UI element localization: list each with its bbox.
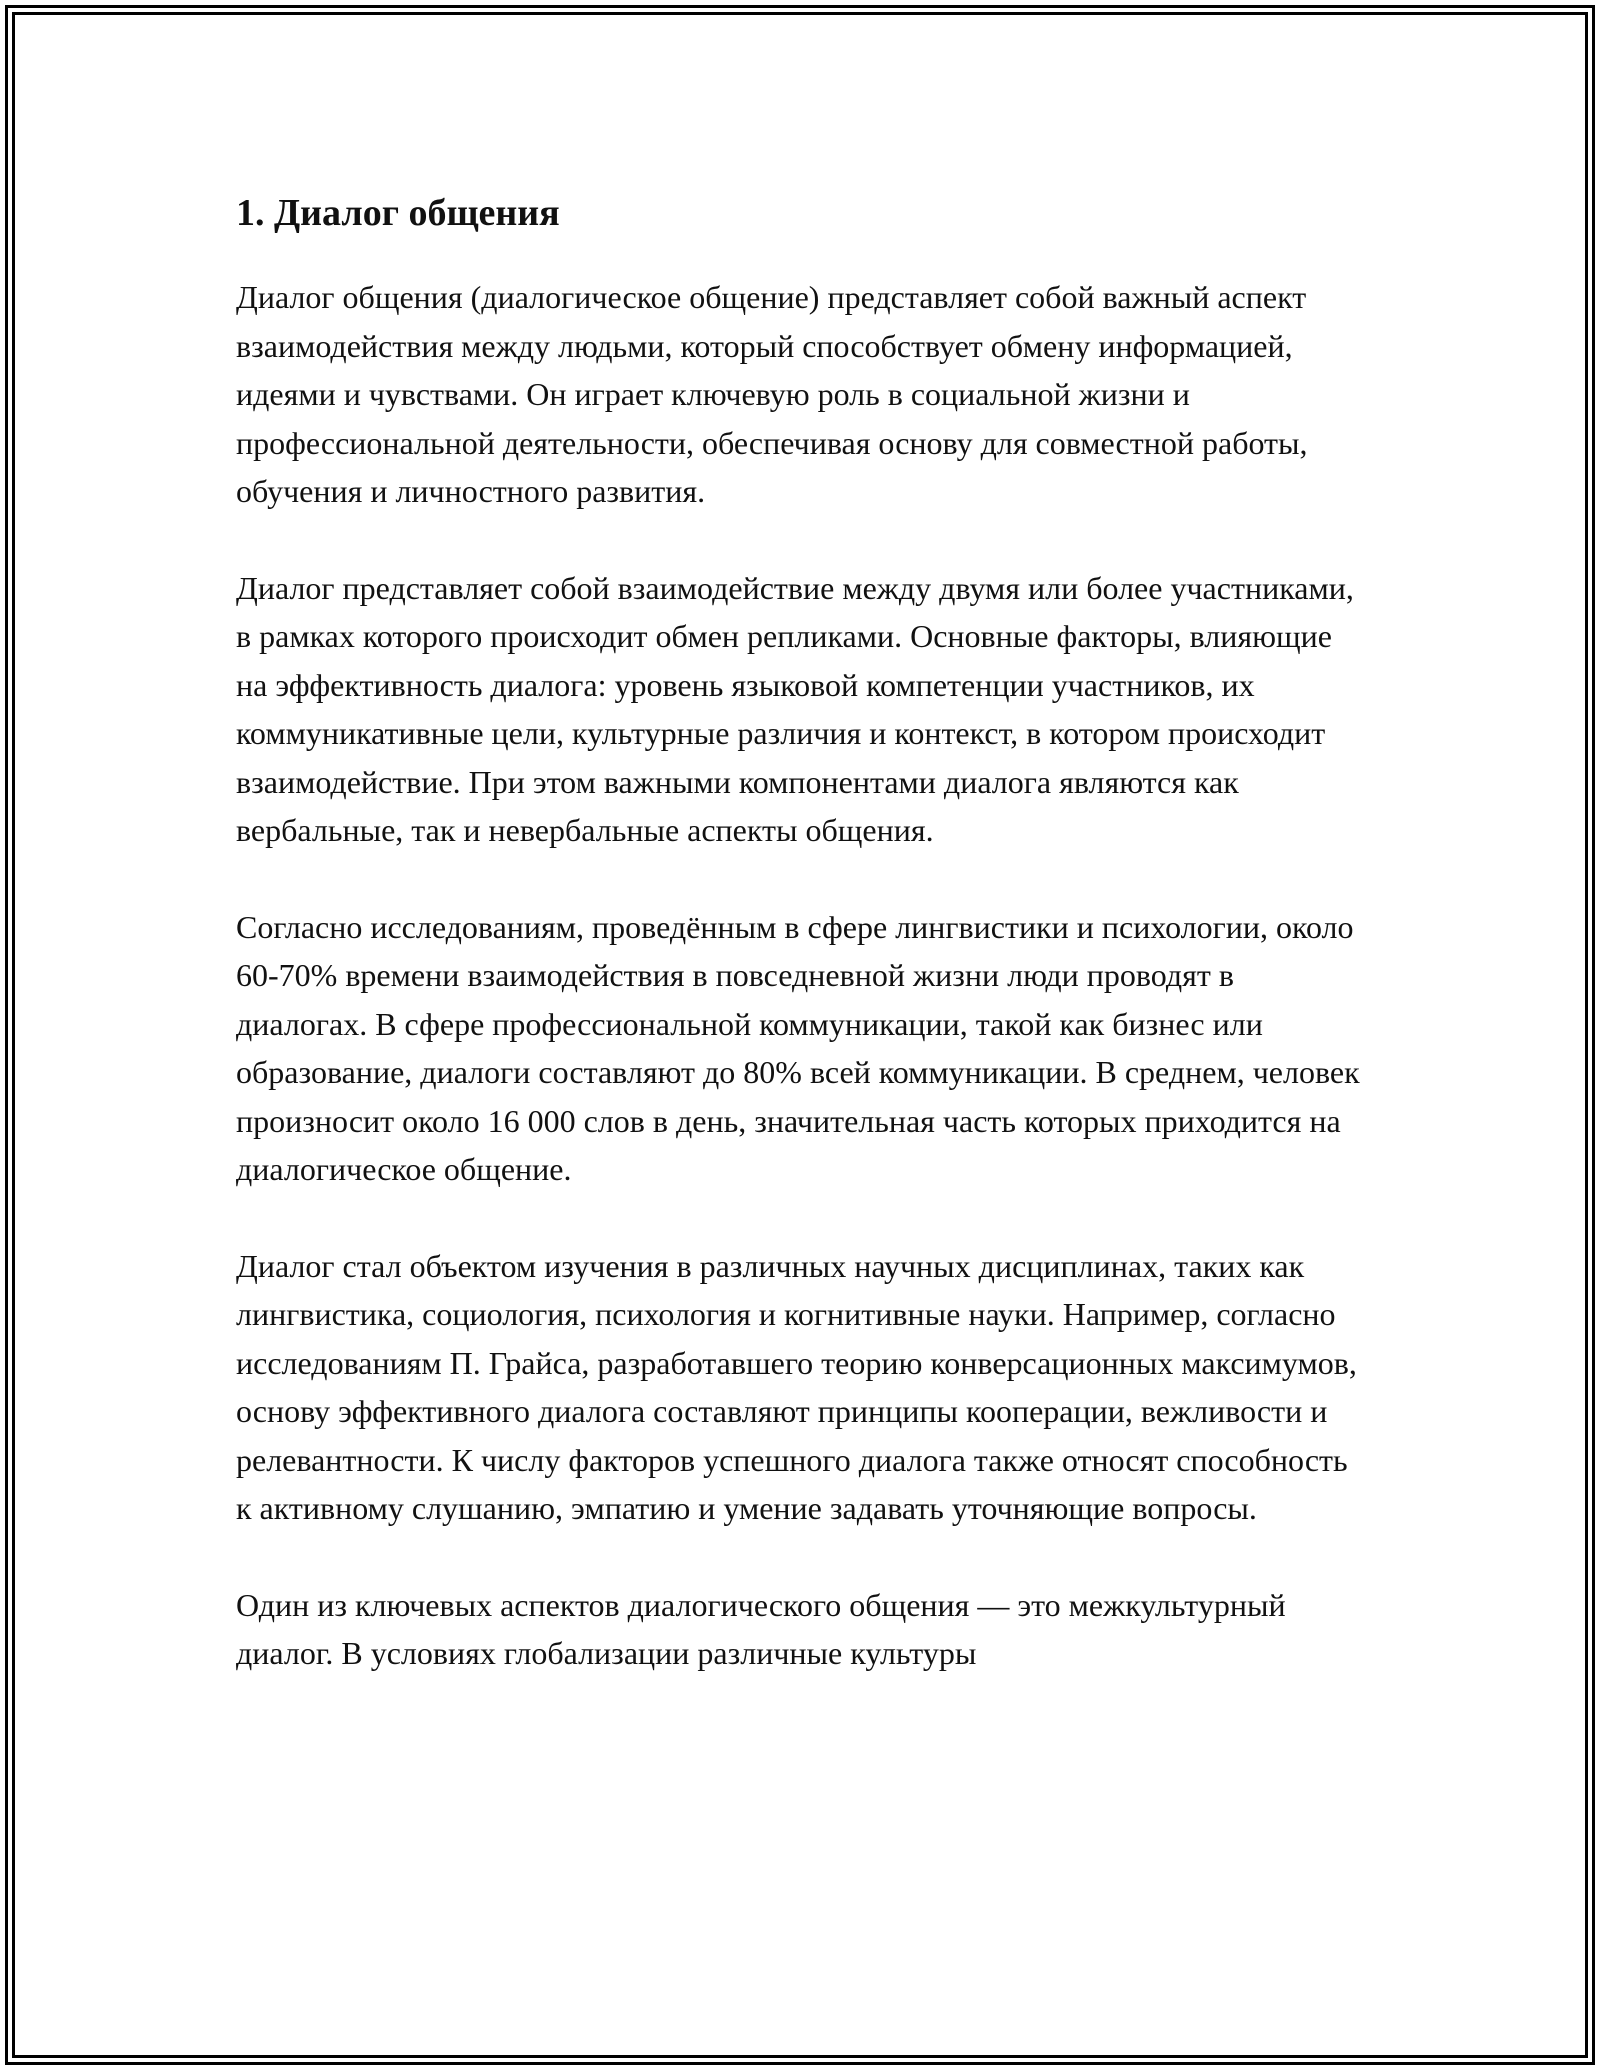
paragraph-5: Один из ключевых аспектов диалогического общения — это межкультурный диалог. В условиях глобализации различные культуры — [236, 1586, 1286, 1671]
paragraph-4: Диалог стал объектом изучения в различных научных дисциплинах, таких как лингвистика, социология, психология и когнитивные науки. Например, согласно исследованиям П. Грайса, разработавшего теорию конверсационных максимумов, основу эффективного диалога составляют принципы кооперации, вежливости и релевантности. К числу факторов успешного диалога также относят способность к активному слушанию, эмпатию и умение задавать уточняющие вопросы. — [236, 1247, 1357, 1526]
paragraph-1: Диалог общения (диалогическое общение) представляет собой важный аспект взаимодействия между людьми, который способствует обмену информацией, идеями и чувствами. Он играет ключевую роль в социальной жизни и профессиональной деятельности, обеспечивая основу для совместной работы, обучения и личностного развития. — [236, 279, 1308, 509]
document-title: 1. Диалог общения — [236, 192, 560, 234]
document-page — [236, 183, 1364, 1678]
paragraph-3: Согласно исследованиям, проведённым в сфере лингвистики и психологии, около 60-70% времени взаимодействия в повседневной жизни люди проводят в диалогах. В сфере профессиональной коммуникации, такой как бизнес или образование, диалоги составляют до 80% всей коммуникации. В среднем, человек произносит около 16 000 слов в день, значительная часть которых приходится на диалогическое общение. — [236, 908, 1360, 1187]
paragraph-2: Диалог представляет собой взаимодействие между двумя или более участниками, в рамках которого происходит обмен репликами. Основные факторы, влияющие на эффективность диалога: уровень языковой компетенции участников, их коммуникативные цели, культурные различия и контекст, в котором происходит взаимодействие. При этом важными компонентами диалога являются как вербальные, так и невербальные аспекты общения. — [236, 569, 1354, 848]
